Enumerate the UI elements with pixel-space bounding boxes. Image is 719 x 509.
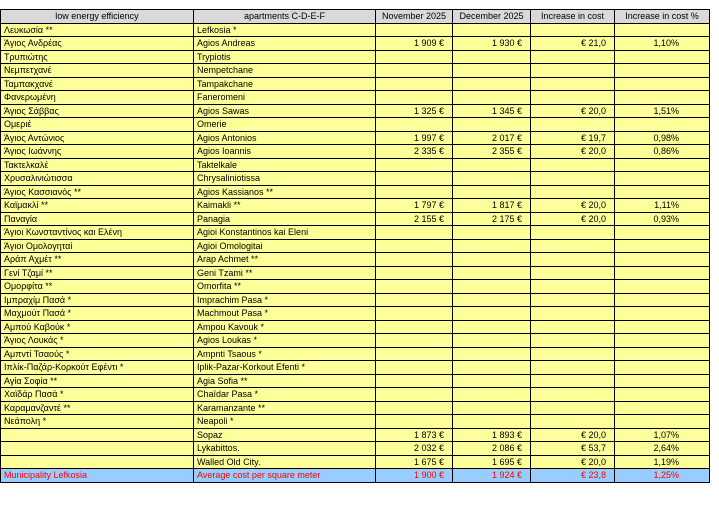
cell-greek-name[interactable] xyxy=(1,442,194,456)
cell-percent[interactable] xyxy=(615,293,710,307)
cell-november[interactable] xyxy=(376,415,453,429)
cell-latin-name[interactable]: Agios Antonios xyxy=(194,131,376,145)
cell-increase[interactable] xyxy=(531,23,615,37)
table-row xyxy=(1,401,710,415)
cell-percent[interactable] xyxy=(615,226,710,240)
table-row xyxy=(1,280,710,294)
cell-latin-name[interactable]: Ampnti Tsaous * xyxy=(194,347,376,361)
cell-percent[interactable] xyxy=(615,239,710,253)
cell-latin-name[interactable]: Iplik-Pazar-Korkout Efenti * xyxy=(194,361,376,375)
cell-greek-name[interactable]: Άγιος Ανδρέας xyxy=(1,37,194,51)
cell-november[interactable]: 2 335 € xyxy=(376,145,453,159)
cell-percent[interactable] xyxy=(615,415,710,429)
cell-increase[interactable]: € 19,7 xyxy=(531,131,615,145)
cell-greek-name[interactable]: Ομορφίτα ** xyxy=(1,280,194,294)
cell-increase[interactable] xyxy=(531,91,615,105)
cell-percent[interactable] xyxy=(615,280,710,294)
cell-december[interactable] xyxy=(453,77,531,91)
table-row xyxy=(1,131,710,145)
cell-latin-name[interactable]: Lefkosia * xyxy=(194,23,376,37)
cell-greek-name[interactable]: Άγιος Λουκάς * xyxy=(1,334,194,348)
cell-november[interactable]: 1 325 € xyxy=(376,104,453,118)
cell-december[interactable] xyxy=(453,280,531,294)
table-row xyxy=(1,185,710,199)
cell-latin-name[interactable]: Neapoli * xyxy=(194,415,376,429)
cell-november[interactable] xyxy=(376,91,453,105)
header-december-2025[interactable]: December 2025 xyxy=(453,10,531,24)
cell-percent[interactable] xyxy=(615,158,710,172)
cell-december[interactable] xyxy=(453,50,531,64)
cell-november[interactable] xyxy=(376,374,453,388)
total-cell-municipality[interactable]: Municipality Lefkosia xyxy=(1,469,194,483)
cell-greek-name[interactable]: Άγιος Σάββας xyxy=(1,104,194,118)
cell-latin-name[interactable]: Tampakchane xyxy=(194,77,376,91)
cell-increase[interactable]: € 20,0 xyxy=(531,104,615,118)
cell-increase[interactable]: € 53,7 xyxy=(531,442,615,456)
cell-november[interactable] xyxy=(376,280,453,294)
table-row xyxy=(1,361,710,375)
cell-december[interactable] xyxy=(453,374,531,388)
cell-november[interactable]: 1 873 € xyxy=(376,428,453,442)
cell-november[interactable] xyxy=(376,172,453,186)
cell-latin-name[interactable]: Chrysaliniotissa xyxy=(194,172,376,186)
cell-december[interactable] xyxy=(453,185,531,199)
cell-greek-name[interactable]: Αμπού Καβούκ * xyxy=(1,320,194,334)
cut-off-bottom-row xyxy=(0,500,719,509)
table-row xyxy=(1,428,710,442)
header-november-2025[interactable]: November 2025 xyxy=(376,10,453,24)
cell-november[interactable] xyxy=(376,347,453,361)
cell-greek-name[interactable]: Ομεριέ xyxy=(1,118,194,132)
table-row xyxy=(1,37,710,51)
cell-december[interactable] xyxy=(453,64,531,78)
cell-december[interactable]: 1 817 € xyxy=(453,199,531,213)
cell-greek-name[interactable]: Χαϊδάρ Πασά * xyxy=(1,388,194,402)
cell-december[interactable]: 1 893 € xyxy=(453,428,531,442)
cell-december[interactable] xyxy=(453,388,531,402)
cell-november[interactable]: 2 032 € xyxy=(376,442,453,456)
cell-november[interactable] xyxy=(376,23,453,37)
cell-increase[interactable] xyxy=(531,334,615,348)
cell-latin-name[interactable]: Sopaz xyxy=(194,428,376,442)
cell-november[interactable] xyxy=(376,307,453,321)
cell-increase[interactable]: € 20,0 xyxy=(531,455,615,469)
cell-november[interactable]: 1 797 € xyxy=(376,199,453,213)
cell-greek-name[interactable]: Φανερωμένη xyxy=(1,91,194,105)
cell-percent[interactable] xyxy=(615,347,710,361)
cell-december[interactable] xyxy=(453,91,531,105)
cell-december[interactable]: 1 930 € xyxy=(453,37,531,51)
table-row xyxy=(1,145,710,159)
cell-november[interactable] xyxy=(376,388,453,402)
cell-greek-name[interactable]: Άγιος Ιωάννης xyxy=(1,145,194,159)
cell-december[interactable] xyxy=(453,307,531,321)
cell-greek-name[interactable]: Παναγία xyxy=(1,212,194,226)
cell-latin-name[interactable]: Agia Sofia ** xyxy=(194,374,376,388)
table-row xyxy=(1,172,710,186)
cell-november[interactable] xyxy=(376,253,453,267)
cell-increase[interactable] xyxy=(531,374,615,388)
table-row xyxy=(1,266,710,280)
table-row xyxy=(1,226,710,240)
header-increase-in-cost-percent[interactable]: Increase in cost % xyxy=(615,10,710,24)
cell-november[interactable] xyxy=(376,401,453,415)
cell-greek-name[interactable]: Ταμπακχανέ xyxy=(1,77,194,91)
cell-percent[interactable] xyxy=(615,307,710,321)
cell-december[interactable]: 1 345 € xyxy=(453,104,531,118)
table-row xyxy=(1,307,710,321)
cell-percent[interactable]: 2,64% xyxy=(615,442,710,456)
cell-percent[interactable] xyxy=(615,77,710,91)
cell-percent[interactable]: 1,10% xyxy=(615,37,710,51)
table-row xyxy=(1,239,710,253)
cell-percent[interactable]: 1,07% xyxy=(615,428,710,442)
table-row xyxy=(1,23,710,37)
table-row xyxy=(1,212,710,226)
table-row xyxy=(1,320,710,334)
table-row xyxy=(1,442,710,456)
cell-latin-name[interactable]: Nempetchane xyxy=(194,64,376,78)
table-body xyxy=(1,23,710,469)
total-cell-november[interactable]: 1 900 € xyxy=(376,469,453,483)
cell-percent[interactable] xyxy=(615,320,710,334)
cell-greek-name[interactable]: Άγιοι Κωνσταντίνος και Ελένη xyxy=(1,226,194,240)
cell-percent[interactable] xyxy=(615,374,710,388)
cell-december[interactable] xyxy=(453,334,531,348)
cell-greek-name[interactable]: Τακτελκαλέ xyxy=(1,158,194,172)
cell-greek-name[interactable] xyxy=(1,455,194,469)
cell-december[interactable]: 2 017 € xyxy=(453,131,531,145)
cell-greek-name[interactable]: Ιπλίκ-Παζάρ-Κορκούτ Εφέντι * xyxy=(1,361,194,375)
cell-greek-name[interactable]: Τρυπιώτης xyxy=(1,50,194,64)
cell-december[interactable] xyxy=(453,239,531,253)
cell-latin-name[interactable]: Lykabittos. xyxy=(194,442,376,456)
cell-latin-name[interactable]: Faneromeni xyxy=(194,91,376,105)
table-row xyxy=(1,118,710,132)
cell-november[interactable]: 1 997 € xyxy=(376,131,453,145)
cell-increase[interactable] xyxy=(531,50,615,64)
cell-increase[interactable] xyxy=(531,307,615,321)
cell-increase[interactable] xyxy=(531,185,615,199)
table-row xyxy=(1,158,710,172)
cell-november[interactable] xyxy=(376,185,453,199)
spreadsheet-table xyxy=(0,9,710,483)
cell-december[interactable] xyxy=(453,320,531,334)
cell-november[interactable] xyxy=(376,158,453,172)
cell-increase[interactable] xyxy=(531,361,615,375)
cut-off-top-row xyxy=(0,0,719,9)
cell-november[interactable] xyxy=(376,334,453,348)
cell-percent[interactable] xyxy=(615,64,710,78)
cell-latin-name[interactable]: Agios Loukas * xyxy=(194,334,376,348)
cell-november[interactable] xyxy=(376,226,453,240)
table-row xyxy=(1,199,710,213)
cell-december[interactable] xyxy=(453,172,531,186)
cell-increase[interactable] xyxy=(531,401,615,415)
cell-latin-name[interactable]: Panagia xyxy=(194,212,376,226)
cell-december[interactable] xyxy=(453,347,531,361)
cell-increase[interactable] xyxy=(531,64,615,78)
cell-increase[interactable]: € 20,0 xyxy=(531,199,615,213)
table-row xyxy=(1,104,710,118)
cell-latin-name[interactable]: Agioi Omologitai xyxy=(194,239,376,253)
cell-latin-name[interactable]: Agios Sawas xyxy=(194,104,376,118)
cell-increase[interactable] xyxy=(531,415,615,429)
cell-greek-name[interactable]: Αγία Σοφία ** xyxy=(1,374,194,388)
cell-greek-name[interactable]: Χρυσαλινιώτισσα xyxy=(1,172,194,186)
cell-percent[interactable]: 0,93% xyxy=(615,212,710,226)
total-row xyxy=(1,469,710,483)
cell-percent[interactable] xyxy=(615,185,710,199)
cell-latin-name[interactable]: Imprachim Pasa * xyxy=(194,293,376,307)
cell-latin-name[interactable]: Agios Kassianos ** xyxy=(194,185,376,199)
table-row xyxy=(1,388,710,402)
table-row xyxy=(1,77,710,91)
cell-latin-name[interactable]: Karamanzante ** xyxy=(194,401,376,415)
table-row xyxy=(1,64,710,78)
cell-increase[interactable] xyxy=(531,293,615,307)
cell-increase[interactable] xyxy=(531,239,615,253)
cell-greek-name[interactable]: Άγιος Κασσιανός ** xyxy=(1,185,194,199)
total-cell-percent[interactable]: 1,25% xyxy=(615,469,710,483)
cell-december[interactable] xyxy=(453,401,531,415)
cell-increase[interactable] xyxy=(531,347,615,361)
cell-increase[interactable] xyxy=(531,388,615,402)
cell-increase[interactable] xyxy=(531,320,615,334)
cell-percent[interactable] xyxy=(615,23,710,37)
cell-percent[interactable]: 1,51% xyxy=(615,104,710,118)
cell-latin-name[interactable]: Ampou Kavouk * xyxy=(194,320,376,334)
total-cell-label[interactable]: Average cost per square meter xyxy=(194,469,376,483)
cell-december[interactable] xyxy=(453,266,531,280)
cell-december[interactable]: 2 086 € xyxy=(453,442,531,456)
header-row xyxy=(1,10,710,24)
cell-november[interactable]: 1 675 € xyxy=(376,455,453,469)
cell-november[interactable] xyxy=(376,50,453,64)
cell-latin-name[interactable]: Arap Achmet ** xyxy=(194,253,376,267)
cell-increase[interactable] xyxy=(531,226,615,240)
cell-latin-name[interactable]: Chaïdar Pasa * xyxy=(194,388,376,402)
cell-greek-name[interactable]: Άγιοι Ομολογηταί xyxy=(1,239,194,253)
cell-increase[interactable]: € 20,0 xyxy=(531,428,615,442)
cell-december[interactable] xyxy=(453,293,531,307)
cell-percent[interactable] xyxy=(615,361,710,375)
cell-november[interactable] xyxy=(376,266,453,280)
cell-percent[interactable] xyxy=(615,401,710,415)
cell-december[interactable] xyxy=(453,415,531,429)
table-row xyxy=(1,347,710,361)
cell-november[interactable] xyxy=(376,77,453,91)
cell-latin-name[interactable]: Omerie xyxy=(194,118,376,132)
total-cell-increase[interactable]: € 23,8 xyxy=(531,469,615,483)
table-row xyxy=(1,253,710,267)
cell-increase[interactable] xyxy=(531,172,615,186)
cell-percent[interactable] xyxy=(615,118,710,132)
cell-increase[interactable] xyxy=(531,118,615,132)
cell-greek-name[interactable]: Αμπντί Τσαούς * xyxy=(1,347,194,361)
cell-percent[interactable] xyxy=(615,91,710,105)
cell-december[interactable] xyxy=(453,226,531,240)
cell-greek-name[interactable]: Καραμανζαντέ ** xyxy=(1,401,194,415)
cell-percent[interactable]: 1,19% xyxy=(615,455,710,469)
cell-greek-name[interactable]: Νεμπετχανέ xyxy=(1,64,194,78)
cell-greek-name[interactable]: Άγιος Αντώνιος xyxy=(1,131,194,145)
total-cell-december[interactable]: 1 924 € xyxy=(453,469,531,483)
header-increase-in-cost[interactable]: Increase in cost xyxy=(531,10,615,24)
cell-increase[interactable]: € 20,0 xyxy=(531,212,615,226)
cell-percent[interactable] xyxy=(615,388,710,402)
cell-december[interactable]: 1 695 € xyxy=(453,455,531,469)
cell-increase[interactable]: € 20,0 xyxy=(531,145,615,159)
cell-december[interactable] xyxy=(453,253,531,267)
cell-november[interactable] xyxy=(376,320,453,334)
header-low-energy-efficiency[interactable]: low energy efficiency xyxy=(1,10,194,24)
cell-latin-name[interactable]: Walled Old City. xyxy=(194,455,376,469)
cell-greek-name[interactable]: Καϊμακλί ** xyxy=(1,199,194,213)
table-row xyxy=(1,455,710,469)
cell-increase[interactable] xyxy=(531,77,615,91)
cell-percent[interactable]: 0,86% xyxy=(615,145,710,159)
cell-increase[interactable] xyxy=(531,158,615,172)
cell-greek-name[interactable]: Λευκωσία ** xyxy=(1,23,194,37)
table-row xyxy=(1,91,710,105)
cell-december[interactable] xyxy=(453,23,531,37)
cell-greek-name[interactable]: Γενί Τζαμί ** xyxy=(1,266,194,280)
cell-greek-name[interactable]: Μαχμούτ Πασά * xyxy=(1,307,194,321)
table-row xyxy=(1,293,710,307)
cell-latin-name[interactable]: Trypiotis xyxy=(194,50,376,64)
cell-november[interactable] xyxy=(376,118,453,132)
header-apartments[interactable]: apartments C-D-E-F xyxy=(194,10,376,24)
cell-percent[interactable]: 0,98% xyxy=(615,131,710,145)
cell-latin-name[interactable]: Machmout Pasa * xyxy=(194,307,376,321)
cell-december[interactable] xyxy=(453,158,531,172)
cell-increase[interactable] xyxy=(531,253,615,267)
cell-increase[interactable] xyxy=(531,280,615,294)
cell-december[interactable] xyxy=(453,118,531,132)
cell-greek-name[interactable]: Νεάπολη * xyxy=(1,415,194,429)
cell-percent[interactable] xyxy=(615,253,710,267)
cell-november[interactable] xyxy=(376,239,453,253)
cell-latin-name[interactable]: Omorfita ** xyxy=(194,280,376,294)
cell-percent[interactable]: 1,11% xyxy=(615,199,710,213)
table-row xyxy=(1,50,710,64)
cell-december[interactable] xyxy=(453,361,531,375)
table-row xyxy=(1,334,710,348)
cell-greek-name[interactable]: Αράπ Αχμέτ ** xyxy=(1,253,194,267)
cell-latin-name[interactable]: Agios Andreas xyxy=(194,37,376,51)
cell-november[interactable] xyxy=(376,361,453,375)
cell-greek-name[interactable]: Ιμπραχίμ Πασά * xyxy=(1,293,194,307)
table-row xyxy=(1,374,710,388)
cell-increase[interactable]: € 21,0 xyxy=(531,37,615,51)
cell-increase[interactable] xyxy=(531,266,615,280)
cell-percent[interactable] xyxy=(615,172,710,186)
table-row xyxy=(1,415,710,429)
cell-november[interactable] xyxy=(376,64,453,78)
cell-december[interactable]: 2 175 € xyxy=(453,212,531,226)
cell-november[interactable]: 2 155 € xyxy=(376,212,453,226)
cell-november[interactable]: 1 909 € xyxy=(376,37,453,51)
cell-percent[interactable] xyxy=(615,266,710,280)
cell-greek-name[interactable] xyxy=(1,428,194,442)
cell-november[interactable] xyxy=(376,293,453,307)
cell-latin-name[interactable]: Agioi Konstantinos kai Eleni xyxy=(194,226,376,240)
cell-latin-name[interactable]: Geni Tzami ** xyxy=(194,266,376,280)
cell-december[interactable]: 2 355 € xyxy=(453,145,531,159)
cell-latin-name[interactable]: Agios Ioannis xyxy=(194,145,376,159)
cell-latin-name[interactable]: Kaimakli ** xyxy=(194,199,376,213)
cell-percent[interactable] xyxy=(615,50,710,64)
cell-latin-name[interactable]: Taktelkale xyxy=(194,158,376,172)
cell-percent[interactable] xyxy=(615,334,710,348)
